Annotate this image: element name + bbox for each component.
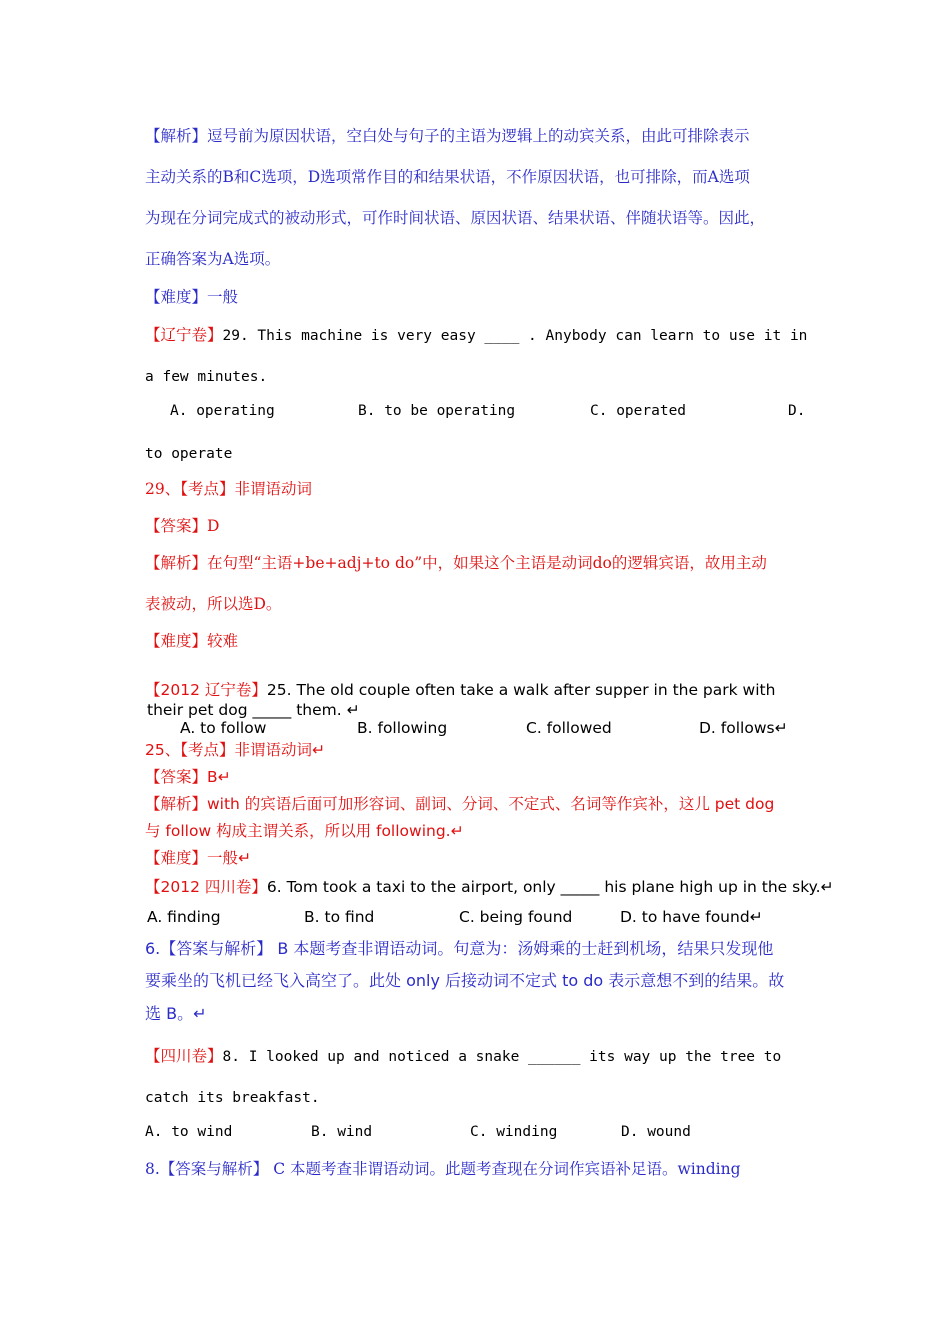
option-d-text: to operate [145, 446, 233, 462]
answer-label: 【答案】B↵ [145, 768, 231, 786]
option-a: A. operating [170, 403, 275, 419]
option-c: C. being found [459, 908, 573, 926]
option-c: C. followed [526, 719, 612, 737]
question-8-line-1 [145, 1046, 781, 1067]
source-tag: 【辽宁卷】 [145, 326, 223, 344]
source-tag: 【2012 四川卷】 [145, 878, 267, 896]
question-text: 6. Tom took a taxi to the airport, only _____ his plane high up in the sky.↵ [266, 878, 834, 896]
question-25-line-2: their pet dog _____ them. ↵ [147, 701, 360, 719]
difficulty-label: 【难度】较难 [145, 632, 239, 650]
question-29-line-1 [145, 325, 807, 346]
option-d: D. follows↵ [699, 719, 788, 737]
question-text: 25. The old couple often take a walk after supper in the park with [266, 681, 776, 699]
option-a: A. finding [147, 908, 221, 926]
kaodian-label: 29、【考点】非谓语动词 [145, 480, 312, 498]
analysis-line-2: 主动关系的B和C选项，D选项常作目的和结果状语，不作原因状语，也可排除，而A选项 [145, 168, 750, 186]
analysis-line-4: 正确答案为A选项。 [145, 250, 281, 268]
analysis-line-1: 8.【答案与解析】 C 本题考查非谓语动词。此题考查现在分词作宾语补足语。winding [145, 1160, 741, 1178]
option-d: D. to have found↵ [620, 908, 763, 926]
answer-label: 【答案】D [145, 517, 220, 535]
kaodian-label: 25、【考点】非谓语动词↵ [145, 741, 325, 759]
analysis-line-1: 【解析】逗号前为原因状语，空白处与句子的主语为逻辑上的动宾关系，由此可排除表示 [145, 127, 750, 145]
difficulty-label: 【难度】一般 [145, 288, 239, 306]
analysis-line-3: 选 B。↵ [145, 1004, 207, 1023]
question-25-line-1 [145, 680, 775, 700]
analysis-line-2: 表被动，所以选D。 [145, 595, 282, 613]
analysis-line-2: 要乘坐的飞机已经飞入高空了。此处 only 后接动词不定式 to do 表示意想不到的结果。故 [145, 971, 785, 990]
question-29-line-2: a few minutes. [145, 369, 268, 385]
question-6-line-1 [145, 877, 834, 897]
option-c: C. winding [470, 1124, 558, 1140]
option-c: C. operated [590, 403, 687, 419]
option-b: B. to find [304, 908, 375, 926]
source-tag: 【四川卷】 [145, 1047, 223, 1065]
option-a: A. to wind [145, 1124, 233, 1140]
option-b: B. wind [311, 1124, 373, 1140]
question-text: 29. This machine is very easy ____ . Anybody can learn to use it in [222, 328, 808, 344]
analysis-line-3: 为现在分词完成式的被动形式，可作时间状语、原因状语、结果状语、伴随状语等。因此， [145, 209, 766, 227]
analysis-line-1: 【解析】在句型“主语+be+adj+to do”中，如果这个主语是动词do的逻辑宾语，故用主动 [145, 554, 767, 572]
option-b: B. following [357, 719, 448, 737]
option-d: D. wound [621, 1124, 691, 1140]
analysis-line-1: 6.【答案与解析】 B 本题考查非谓语动词。句意为：汤姆乘的士赶到机场，结果只发现他 [145, 939, 774, 958]
question-8-line-2: catch its breakfast. [145, 1090, 320, 1106]
analysis-line-1: 【解析】with 的宾语后面可加形容词、副词、分词、不定式、名词等作宾补，这儿 pet dog [145, 795, 775, 813]
analysis-line-2: 与 follow 构成主谓关系，所以用 following.↵ [145, 822, 464, 840]
question-text: 8. I looked up and noticed a snake ______ its way up the tree to [222, 1049, 782, 1065]
option-d: D. [788, 403, 806, 419]
option-b: B. to be operating [358, 403, 516, 419]
source-tag: 【2012 辽宁卷】 [145, 681, 267, 699]
difficulty-label: 【难度】一般↵ [145, 849, 251, 867]
option-a: A. to follow [180, 719, 267, 737]
